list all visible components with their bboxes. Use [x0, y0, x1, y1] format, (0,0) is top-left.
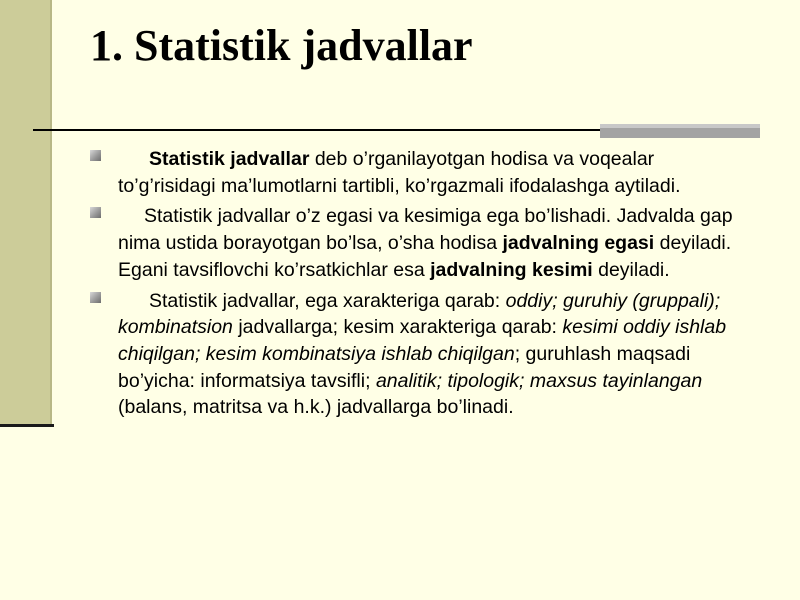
bullet-text: jadvallarga; kesim xarakteriga qarab:	[232, 316, 563, 339]
side-band-shadow	[50, 0, 52, 426]
types-by-kesim: kesimi oddiy ishlab chiqilgan; kesim kombinatsiya ishlab chiqilgan	[118, 316, 727, 365]
types-by-ega: oddiy; guruhiy (gruppali); kombinatsion	[118, 289, 721, 339]
types-by-purpose: analitik; tipologik; maxsus tayinlangan	[375, 369, 703, 392]
bullet-text: (balans, matritsa va h.k.) jadvallarga bo’linadi.	[118, 396, 514, 419]
title-accent-bar	[600, 124, 760, 138]
bullet-square-icon	[90, 292, 101, 303]
bullet-text: ; guruhlash maqsadi bo’yicha: informatsiya tavsifli;	[118, 342, 691, 392]
definition-text: deb o’rganilayotgan hodisa va voqealar to’g’risidagi ma’lumotlarni tartibli, ko’rgazmali ifodalashga aytiladi.	[118, 148, 681, 197]
bullet-text: Statistik jadvallar, ega xarakteriga qarab:	[149, 289, 506, 312]
term-jadvalning-kesimi: jadvalning kesimi	[430, 258, 593, 281]
bullet-square-icon	[90, 150, 101, 161]
bullet-item-ega-kesim	[90, 203, 750, 283]
bullet-list	[90, 146, 750, 425]
bullet-square-icon	[90, 207, 101, 218]
bullet-text: deyiladi.	[592, 258, 670, 281]
slide-title: 1. Statistik jadvallar	[90, 21, 473, 70]
term-statistik-jadvallar: Statistik jadvallar	[149, 148, 310, 170]
decorative-side-band	[0, 0, 52, 426]
bullet-text: deyiladi. Egani tavsiflovchi ko’rsatkichlar esa	[118, 232, 732, 281]
bullet-item-definition	[90, 146, 750, 199]
bullet-item-classification	[90, 288, 750, 422]
term-jadvalning-egasi: jadvalning egasi	[502, 232, 655, 255]
side-band-bottom-edge	[0, 424, 54, 427]
bullet-text: Statistik jadvallar o’z egasi va kesimiga ega bo’lishadi. Jadvalda gap nima ustida borayotgan bo’lsa, o’sha hodisa	[118, 205, 733, 255]
